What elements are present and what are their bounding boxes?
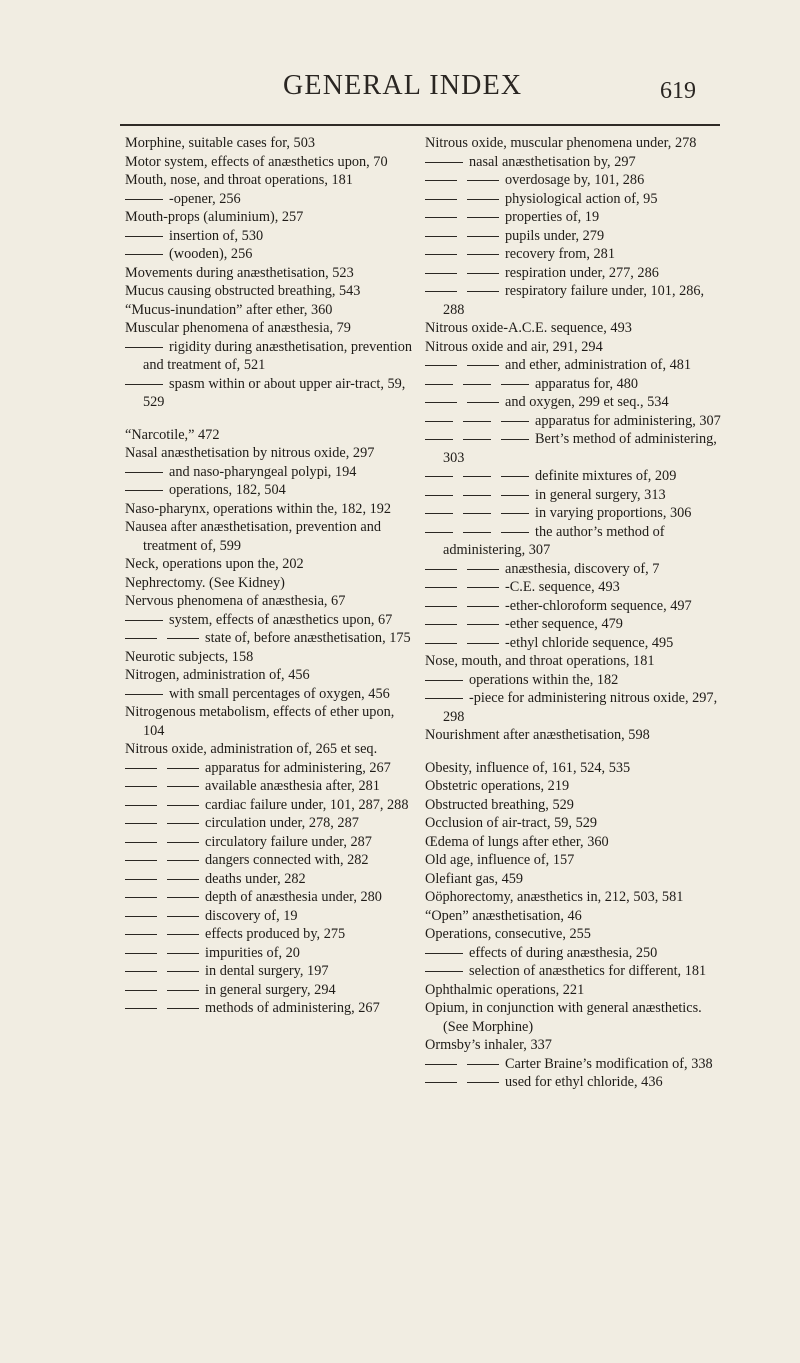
- index-entry-text: overdosage by, 101, 286: [505, 172, 645, 188]
- letter-gap: [425, 745, 725, 759]
- index-entry: [425, 467, 725, 486]
- ditto-dash: [425, 291, 457, 292]
- ditto-dash: [425, 421, 453, 422]
- index-entry-text: effects of during anæsthesia, 250: [469, 944, 658, 961]
- index-entry: [425, 338, 725, 357]
- index-entry-text: -ethyl chloride sequence, 495: [505, 634, 674, 651]
- index-entry-text: Mouth-props (aluminium), 257: [125, 209, 304, 225]
- index-entry: [425, 134, 725, 153]
- ditto-dash: [125, 199, 163, 200]
- ditto-dash: [467, 273, 499, 274]
- index-entry: [125, 944, 415, 963]
- ditto-dash: [467, 587, 499, 588]
- ditto-dash: [167, 805, 199, 806]
- index-entry: [125, 777, 415, 796]
- index-entry: [425, 944, 725, 963]
- ditto-dash: [501, 532, 529, 533]
- index-entry-text: Naso-pharynx, operations within the, 182, 192: [125, 500, 392, 517]
- index-entry: [425, 925, 725, 944]
- index-entry-text: “Mucus-inundation” after ether, 360: [125, 301, 333, 318]
- index-entry: [125, 611, 415, 630]
- ditto-dash: [425, 1064, 457, 1065]
- ditto-dash: [425, 495, 453, 496]
- index-entry: [125, 999, 415, 1018]
- index-entry-text: circulatory failure under, 287: [205, 833, 372, 850]
- index-entry-text: Nitrous oxide and air, 291, 294: [425, 338, 603, 355]
- ditto-dash: [425, 953, 463, 954]
- index-entry-text: insertion of, 530: [169, 227, 264, 244]
- ditto-dash: [501, 439, 529, 440]
- index-column-right: [425, 134, 725, 1092]
- ditto-dash: [167, 823, 199, 824]
- index-entry: [425, 615, 725, 634]
- index-entry-text: Obstructed breathing, 529: [425, 796, 574, 813]
- index-entry: [425, 560, 725, 579]
- index-entry-text: Ormsby’s inhaler, 337: [425, 1037, 552, 1053]
- ditto-dash: [167, 879, 199, 880]
- ditto-dash: [425, 273, 457, 274]
- index-entry: [125, 851, 415, 870]
- index-entry-text: and oxygen, 299 et seq., 534: [505, 394, 669, 410]
- index-entry-text: Nourishment after anæsthetisation, 598: [425, 727, 650, 743]
- index-entry-text: deaths under, 282: [205, 870, 306, 887]
- index-entry-text: Nitrous oxide-A.C.E. sequence, 493: [425, 320, 632, 336]
- index-entry-text: Old age, influence of, 157: [425, 852, 575, 868]
- index-entry-text: Morphine, suitable cases for, 503: [125, 135, 316, 151]
- index-entry: [425, 851, 725, 870]
- index-entry: [125, 685, 415, 704]
- index-entry: [125, 925, 415, 944]
- index-entry-text: -C.E. sequence, 493: [505, 579, 620, 595]
- index-entry: [125, 648, 415, 667]
- index-entry: [425, 264, 725, 283]
- index-entry: [425, 726, 725, 745]
- ditto-dash: [125, 860, 157, 861]
- index-entry: [125, 981, 415, 1000]
- ditto-dash: [467, 1064, 499, 1065]
- index-entry-text: pupils under, 279: [505, 227, 605, 244]
- header-rule: [120, 124, 720, 126]
- index-entry: [425, 597, 725, 616]
- index-entry: [125, 171, 415, 190]
- index-entry: [425, 796, 725, 815]
- index-entry: [125, 153, 415, 172]
- ditto-dash: [463, 384, 491, 385]
- ditto-dash: [425, 587, 457, 588]
- ditto-dash: [425, 402, 457, 403]
- index-entry-text: depth of anæsthesia under, 280: [205, 889, 382, 905]
- index-entry: [425, 777, 725, 796]
- index-entry: [125, 481, 415, 500]
- ditto-dash: [467, 1082, 499, 1083]
- index-entry-text: Oöphorectomy, anæsthetics in, 212, 503, 581: [425, 889, 684, 905]
- index-entry-text: (wooden), 256: [169, 246, 253, 262]
- ditto-dash: [125, 768, 157, 769]
- ditto-dash: [425, 162, 463, 163]
- index-entry-text: -ether-chloroform sequence, 497: [505, 597, 692, 614]
- index-entry-text: recovery from, 281: [505, 246, 615, 262]
- index-entry: [425, 412, 725, 431]
- index-entry-text: Nitrogenous metabolism, effects of ether upon, 104: [125, 704, 395, 739]
- ditto-dash: [125, 916, 157, 917]
- index-entry: [125, 555, 415, 574]
- index-entry-text: -opener, 256: [169, 190, 241, 207]
- index-entry: [125, 375, 415, 412]
- index-entry-text: Operations, consecutive, 255: [425, 926, 591, 942]
- index-entry: [425, 981, 725, 1000]
- ditto-dash: [125, 384, 163, 385]
- index-entry-text: methods of administering, 267: [205, 1000, 380, 1016]
- index-entry: [425, 870, 725, 889]
- ditto-dash: [125, 842, 157, 843]
- ditto-dash: [125, 953, 157, 954]
- index-entry-text: state of, before anæsthetisation, 175: [205, 630, 411, 646]
- ditto-dash: [125, 236, 163, 237]
- index-entry: [425, 486, 725, 505]
- index-entry: [125, 666, 415, 685]
- ditto-dash: [467, 569, 499, 570]
- index-entry-text: selection of anæsthetics for different, 181: [469, 963, 707, 979]
- index-entry-text: Olefiant gas, 459: [425, 870, 524, 887]
- index-entry: [425, 689, 725, 726]
- ditto-dash: [125, 934, 157, 935]
- index-entry: [425, 1036, 725, 1055]
- index-entry-text: “Narcotile,” 472: [125, 426, 220, 443]
- index-entry: [425, 153, 725, 172]
- ditto-dash: [425, 199, 457, 200]
- index-entry: [425, 245, 725, 264]
- index-entry: [425, 833, 725, 852]
- index-entry: [125, 759, 415, 778]
- ditto-dash: [425, 236, 457, 237]
- index-entry: [425, 171, 725, 190]
- index-entry-text: properties of, 19: [505, 209, 600, 225]
- ditto-dash: [125, 971, 157, 972]
- index-entry-text: impurities of, 20: [205, 944, 300, 961]
- ditto-dash: [501, 513, 529, 514]
- index-entry-text: respiration under, 277, 286: [505, 264, 659, 281]
- ditto-dash: [167, 916, 199, 917]
- index-entry: [425, 907, 725, 926]
- ditto-dash: [425, 624, 457, 625]
- ditto-dash: [467, 199, 499, 200]
- index-entry: [125, 282, 415, 301]
- index-entry: [425, 1055, 725, 1074]
- ditto-dash: [463, 513, 491, 514]
- index-entry: [125, 444, 415, 463]
- ditto-dash: [467, 217, 499, 218]
- index-entry: [125, 319, 415, 338]
- index-entry-text: Carter Braine’s modification of, 338: [505, 1055, 713, 1072]
- ditto-dash: [167, 971, 199, 972]
- page-title: GENERAL INDEX: [283, 70, 523, 101]
- index-entry: [125, 227, 415, 246]
- index-entry: [425, 190, 725, 209]
- ditto-dash: [463, 532, 491, 533]
- ditto-dash: [463, 421, 491, 422]
- index-entry: [125, 962, 415, 981]
- index-entry: [125, 518, 415, 555]
- ditto-dash: [167, 934, 199, 935]
- ditto-dash: [501, 421, 529, 422]
- ditto-dash: [125, 1008, 157, 1009]
- index-entry-text: definite mixtures of, 209: [535, 468, 677, 484]
- index-entry: [125, 208, 415, 227]
- ditto-dash: [467, 236, 499, 237]
- index-entry-text: Motor system, effects of anæsthetics upon, 70: [125, 153, 388, 170]
- index-entry-text: in varying proportions, 306: [535, 505, 692, 521]
- index-entry-text: anæsthesia, discovery of, 7: [505, 560, 660, 577]
- ditto-dash: [125, 254, 163, 255]
- index-entry-text: -ether sequence, 479: [505, 616, 623, 632]
- index-entry: [425, 523, 725, 560]
- ditto-dash: [425, 513, 453, 514]
- ditto-dash: [125, 472, 163, 473]
- ditto-dash: [467, 402, 499, 403]
- index-entry: [425, 888, 725, 907]
- ditto-dash: [425, 476, 453, 477]
- index-entry: [425, 227, 725, 246]
- index-entry-text: Nitrogen, administration of, 456: [125, 667, 310, 683]
- ditto-dash: [167, 860, 199, 861]
- index-entry-text: discovery of, 19: [205, 907, 298, 924]
- ditto-dash: [425, 180, 457, 181]
- index-entry-text: Occlusion of air-tract, 59, 529: [425, 815, 598, 831]
- ditto-dash: [501, 384, 529, 385]
- index-entry: [125, 814, 415, 833]
- ditto-dash: [167, 638, 199, 639]
- index-entry-text: in general surgery, 313: [535, 486, 666, 503]
- index-entry-text: Nausea after anæsthetisation, prevention and treatment of, 599: [125, 519, 382, 554]
- ditto-dash: [125, 805, 157, 806]
- page-number: 619: [660, 78, 696, 104]
- index-entry: [425, 962, 725, 981]
- ditto-dash: [125, 823, 157, 824]
- ditto-dash: [425, 680, 463, 681]
- index-entry-text: Obstetric operations, 219: [425, 778, 570, 794]
- index-entry-text: Ophthalmic operations, 221: [425, 981, 585, 998]
- ditto-dash: [425, 569, 457, 570]
- index-entry: [125, 338, 415, 375]
- ditto-dash: [463, 439, 491, 440]
- index-entry-text: available anæsthesia after, 281: [205, 778, 380, 794]
- index-entry-text: Mouth, nose, and throat operations, 181: [125, 172, 353, 188]
- ditto-dash: [467, 624, 499, 625]
- index-entry-text: Neck, operations upon the, 202: [125, 556, 304, 572]
- ditto-dash: [125, 490, 163, 491]
- index-entry: [425, 393, 725, 412]
- index-entry: [125, 888, 415, 907]
- index-entry-text: cardiac failure under, 101, 287, 288: [205, 796, 409, 813]
- index-entry: [425, 634, 725, 653]
- index-entry-text: -piece for administering nitrous oxide, 297, 298: [443, 690, 718, 725]
- index-entry-text: Movements during anæsthetisation, 523: [125, 264, 354, 281]
- index-entry: [125, 870, 415, 889]
- index-entry: [125, 264, 415, 283]
- ditto-dash: [467, 365, 499, 366]
- index-entry: [125, 703, 415, 740]
- index-entry: [425, 504, 725, 523]
- index-entry-text: Mucus causing obstructed breathing, 543: [125, 283, 361, 299]
- ditto-dash: [125, 990, 157, 991]
- ditto-dash: [425, 217, 457, 218]
- ditto-dash: [425, 1082, 457, 1083]
- ditto-dash: [425, 606, 457, 607]
- ditto-dash: [467, 291, 499, 292]
- ditto-dash: [467, 643, 499, 644]
- index-entry: [425, 999, 725, 1036]
- ditto-dash: [463, 476, 491, 477]
- ditto-dash: [125, 638, 157, 639]
- index-entry: [125, 833, 415, 852]
- index-entry-text: used for ethyl chloride, 436: [505, 1074, 663, 1090]
- ditto-dash: [425, 643, 457, 644]
- index-entry-text: system, effects of anæsthetics upon, 67: [169, 611, 393, 628]
- ditto-dash: [467, 180, 499, 181]
- index-entry-text: Œdema of lungs after ether, 360: [425, 833, 609, 850]
- ditto-dash: [425, 365, 457, 366]
- index-entry-text: Nasal anæsthetisation by nitrous oxide, 297: [125, 445, 375, 461]
- index-entry-text: apparatus for administering, 307: [535, 412, 721, 429]
- index-entry: [125, 463, 415, 482]
- index-entry: [125, 500, 415, 519]
- ditto-dash: [125, 786, 157, 787]
- index-entry-text: Nervous phenomena of anæsthesia, 67: [125, 593, 346, 609]
- ditto-dash: [167, 842, 199, 843]
- index-entry-text: rigidity during anæsthetisation, prevention and treatment of, 521: [143, 338, 413, 373]
- index-entry: [425, 759, 725, 778]
- index-entry: [125, 245, 415, 264]
- ditto-dash: [167, 1008, 199, 1009]
- index-entry-text: Muscular phenomena of anæsthesia, 79: [125, 320, 351, 336]
- index-entry: [425, 208, 725, 227]
- index-entry: [125, 907, 415, 926]
- ditto-dash: [425, 532, 453, 533]
- index-entry-text: the author’s method of administering, 307: [443, 523, 665, 558]
- ditto-dash: [125, 694, 163, 695]
- index-entry-text: respiratory failure under, 101, 286, 288: [443, 283, 705, 318]
- ditto-dash: [467, 254, 499, 255]
- index-entry: [125, 592, 415, 611]
- index-entry: [125, 629, 415, 648]
- index-column-left: [125, 134, 415, 1018]
- index-entry-text: Bert’s method of administering, 303: [443, 431, 717, 466]
- index-entry: [125, 426, 415, 445]
- index-entry-text: Nose, mouth, and throat operations, 181: [425, 653, 655, 669]
- ditto-dash: [167, 786, 199, 787]
- index-entry: [425, 578, 725, 597]
- index-entry-text: nasal anæsthetisation by, 297: [469, 153, 636, 170]
- index-entry-text: and ether, administration of, 481: [505, 357, 692, 373]
- index-entry-text: with small percentages of oxygen, 456: [169, 685, 390, 702]
- index-entry-text: Opium, in conjunction with general anæsthetics. (See Morphine): [425, 1000, 702, 1035]
- ditto-dash: [125, 347, 163, 348]
- index-entry-text: and naso-pharyngeal polypi, 194: [169, 463, 357, 480]
- ditto-dash: [425, 971, 463, 972]
- ditto-dash: [425, 384, 453, 385]
- ditto-dash: [425, 254, 457, 255]
- index-entry: [425, 356, 725, 375]
- index-entry: [125, 740, 415, 759]
- ditto-dash: [167, 953, 199, 954]
- index-entry-text: Neurotic subjects, 158: [125, 648, 254, 665]
- index-entry-text: Obesity, influence of, 161, 524, 535: [425, 759, 631, 776]
- index-entry-text: in dental surgery, 197: [205, 963, 329, 979]
- index-entry: [125, 574, 415, 593]
- ditto-dash: [125, 620, 163, 621]
- index-entry-text: spasm within or about upper air-tract, 59, 529: [143, 375, 406, 410]
- index-entry-text: operations, 182, 504: [169, 482, 286, 498]
- index-entry: [425, 375, 725, 394]
- index-entry-text: Nitrous oxide, administration of, 265 et seq.: [125, 741, 378, 757]
- index-entry-text: dangers connected with, 282: [205, 852, 369, 868]
- index-entry: [125, 796, 415, 815]
- index-entry-text: effects produced by, 275: [205, 926, 346, 942]
- index-entry-text: in general surgery, 294: [205, 981, 336, 998]
- ditto-dash: [501, 476, 529, 477]
- ditto-dash: [463, 495, 491, 496]
- ditto-dash: [167, 897, 199, 898]
- index-entry-text: “Open” anæsthetisation, 46: [425, 907, 582, 924]
- index-entry: [125, 190, 415, 209]
- index-entry-text: circulation under, 278, 287: [205, 815, 359, 831]
- ditto-dash: [467, 606, 499, 607]
- ditto-dash: [425, 439, 453, 440]
- index-entry: [425, 282, 725, 319]
- index-entry: [425, 430, 725, 467]
- index-entry: [425, 652, 725, 671]
- index-entry: [425, 1073, 725, 1092]
- index-entry-text: physiological action of, 95: [505, 190, 658, 207]
- index-entry-text: apparatus for, 480: [535, 375, 639, 392]
- index-entry-text: Nephrectomy. (See Kidney): [125, 574, 285, 591]
- index-entry-text: operations within the, 182: [469, 671, 619, 688]
- ditto-dash: [501, 495, 529, 496]
- ditto-dash: [167, 768, 199, 769]
- ditto-dash: [167, 990, 199, 991]
- index-entry: [125, 134, 415, 153]
- index-entry: [425, 319, 725, 338]
- ditto-dash: [125, 897, 157, 898]
- index-entry-text: apparatus for administering, 267: [205, 759, 391, 776]
- ditto-dash: [425, 698, 463, 699]
- index-entry: [125, 301, 415, 320]
- index-entry: [425, 814, 725, 833]
- letter-gap: [125, 412, 415, 426]
- index-entry: [425, 671, 725, 690]
- index-entry-text: Nitrous oxide, muscular phenomena under, 278: [425, 135, 697, 151]
- ditto-dash: [125, 879, 157, 880]
